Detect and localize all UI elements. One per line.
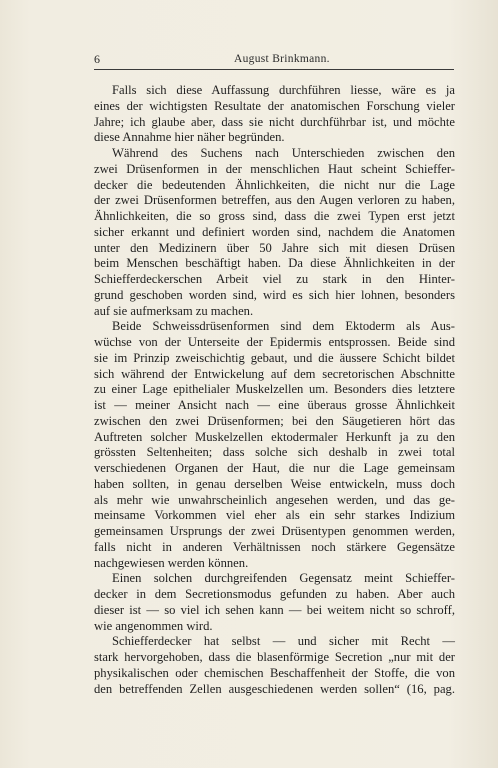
text-line: decker die bedeutenden Ähnlichkeiten, die nicht nur die Lage (94, 177, 455, 192)
text-line: zwei Drüsenformen in der menschlichen Haut scheint Schieffer- (94, 161, 455, 176)
text-line: sie im Prinzip zweischichtig gebaut, und die äussere Schicht bildet (94, 350, 455, 365)
text-line: als mehr wie unwahrscheinlich angesehen werden, und das ge- (94, 492, 455, 507)
text-line: nachgewiesen werden können. (94, 555, 249, 570)
text-line: beim Menschen beschäftigt haben. Da diese Ähnlichkeiten in der (94, 256, 455, 271)
text-line: decker in dem Secretionsmodus gefunden zu haben. Aber auch (94, 587, 455, 601)
text-line: sicher erkannt und definiert worden sind, nachdem die Anatomen (94, 224, 455, 239)
text-line: meinsame Vorkommen viel eher als ein sehr starkes Indizium (94, 508, 455, 523)
text-line: Einen solchen durchgreifenden Gegensatz meint Schieffer- (112, 571, 455, 586)
text-line: zwischen den zwei Drüsenformen; bei den Säugetieren hört das (94, 413, 455, 428)
text-line: eines der wichtigsten Resultate der anatomischen Forschung vieler (94, 98, 455, 113)
text-line: Falls sich diese Auffassung durchführen liesse, wäre es ja (112, 83, 455, 97)
body-text (94, 83, 455, 697)
running-title: August Brinkmann. (234, 53, 330, 65)
text-line: stark hervorgehoben, dass die blasenförmige Secretion „nur mit der (94, 650, 455, 664)
text-line: Ähnlichkeiten, die so gross sind, dass die zwei Typen erst jetzt (94, 209, 455, 223)
text-line: dieser ist — so viel ich sehen kann — bei weitem nicht so schroff, (94, 602, 455, 617)
text-line: auf sie aufmerksam zu machen. (94, 303, 254, 318)
text-line: verschiedenen Organen der Haut, die nur die Lage gemeinsam (94, 461, 455, 475)
text-line: grössten Seltenheiten; dass solche sich deshalb in zwei total (94, 445, 455, 460)
text-line: grund geschoben worden sind, wird es sich hier lohnen, besonders (94, 287, 455, 302)
text-line: wüchse von der Unterseite der Epidermis entsprossen. Beide sind (94, 335, 455, 349)
header-rule (94, 69, 454, 70)
text-line: Schiefferdeckerschen Arbeit viel zu stark in den Hinter- (94, 272, 455, 286)
text-line: Beide Schweissdrüsenformen sind dem Ektoderm als Aus- (112, 319, 455, 334)
page-number: 6 (94, 52, 100, 66)
text-line: der zwei Drüsenformen betreffen, aus den Augen verloren zu haben, (94, 193, 455, 208)
text-line: haben sollten, in genau derselben Weise entwickeln, muss doch (94, 476, 455, 491)
page-header (94, 52, 454, 70)
text-line: zu einer Lage epithelialer Muskelzellen um. Besonders dies letztere (94, 382, 455, 397)
text-line: diese Annahme hier näher begründen. (94, 130, 285, 145)
text-line: Auftreten solcher Muskelzellen ektodermaler Herkunft ja zu den (94, 429, 455, 444)
text-line: unter den Medizinern über 50 Jahre sich mit diesen Drüsen (94, 240, 455, 255)
text-line: falls nicht in anderen Verhältnissen noch stärkere Gegensätze (94, 539, 455, 554)
text-line: wie angenommen wird. (94, 618, 213, 633)
text-line: sich während der Entwickelung auf dem secretorischen Abschnitte (94, 366, 455, 381)
text-line: physikalischen oder chemischen Beschaffenheit der Stoffe, die von (94, 665, 455, 680)
text-line: gemeinsamen Ursprungs der zwei Drüsentypen genommen werden, (94, 524, 455, 538)
text-line: Jahre; ich glaube aber, dass sie nicht durchführbar ist, und möchte (94, 114, 455, 129)
text-line: ist — meiner Ansicht nach — eine überaus grosse Ähnlichkeit (94, 398, 455, 412)
text-line: Während des Suchens nach Unterschieden zwischen den (112, 146, 455, 160)
text-line: Schiefferdecker hat selbst — und sicher mit Recht — (112, 634, 455, 649)
text-line: den betreffenden Zellen ausgeschiedenen werden sollen“ (16, pag. (94, 681, 455, 696)
